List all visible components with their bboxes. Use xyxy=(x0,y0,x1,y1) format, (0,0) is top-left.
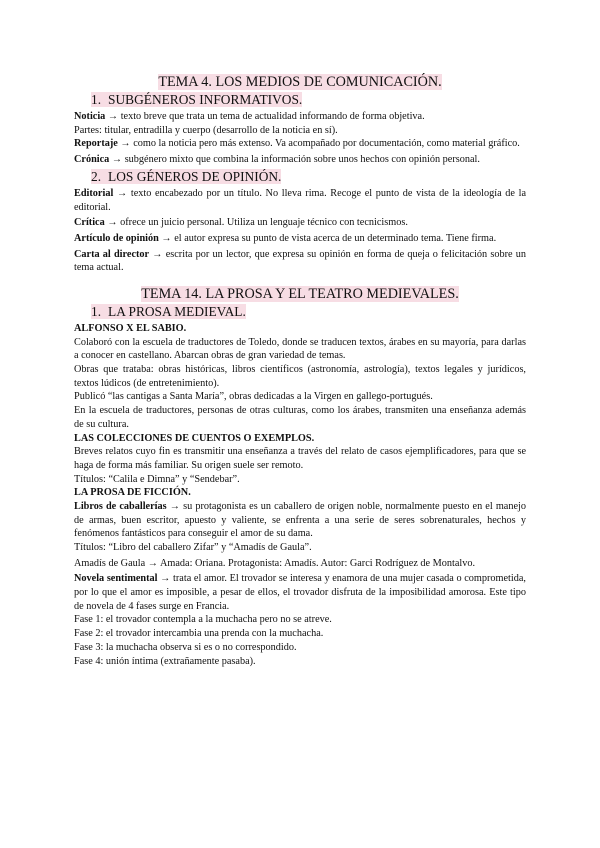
partes-paragraph: Partes: titular, entradilla y cuerpo (desarrollo de la noticia en sí). xyxy=(74,124,338,136)
fase-item: Fase 2: el trovador intercambia una prenda con la muchacha. xyxy=(74,628,324,640)
alfonso-paragraph-2: Obras que trataba: obras históricas, libros científicos (astronomía, astrología), textos legales y jurídicos, textos lúdicos (de entretenimiento). xyxy=(74,364,526,389)
colecciones-heading: LAS COLECCIONES DE CUENTOS O EXEMPLOS. xyxy=(74,432,315,444)
carta-paragraph: Carta al director → escrita por un lector, que expresa su opinión en forma de queja o felicitación sobre un tema actual. xyxy=(74,248,527,274)
alfonso-paragraph-4: En la escuela de traductores, personas de otras culturas, como los árabes, transmiten una enseñanza además de su cultura. xyxy=(74,405,526,430)
reportaje-paragraph: Reportaje → como la noticia pero más extenso. Va acompañado por documentación, como material gráfico. xyxy=(74,138,520,150)
colecciones-titulos: Títulos: “Calila e Dimna” y “Sendebar”. xyxy=(74,473,240,485)
colecciones-paragraph: Breves relatos cuyo fin es transmitir una enseñanza a través del relato de casos ejemplificadores, para que se haga de forma más familiar. Su origen suele ser remoto. xyxy=(74,446,526,471)
section-title-tema-14: TEMA 14. LA PROSA Y EL TEATRO MEDIEVALES. xyxy=(141,286,459,303)
fase-item: Fase 1: el trovador contempla a la muchacha pero no se atreve. xyxy=(74,614,332,626)
articulo-paragraph: Artículo de opinión → el autor expresa su punto de vista acerca de un determinado tema. Tiene firma. xyxy=(74,232,497,244)
alfonso-heading: ALFONSO X EL SABIO. xyxy=(74,323,187,335)
caballerias-titulos: Títulos: “Libro del caballero Zifar” y “Amadís de Gaula”. xyxy=(74,541,312,553)
fase-item: Fase 3: la muchacha observa si es o no correspondido. xyxy=(74,641,297,653)
amadis-paragraph: Amadís de Gaula → Amada: Oriana. Protagonista: Amadís. Autor: Garci Rodríguez de Montalvo. xyxy=(74,557,476,569)
cronica-paragraph: Crónica → subgénero mixto que combina la información sobre unos hechos con opinión personal. xyxy=(74,154,480,166)
caballerias-paragraph: Libros de caballerías → su protagonista es un caballero de origen noble, normalmente puesto en el manejo de armas, buen escritor, apuesto y valiente, se enfrenta a una serie de seres sobrenaturales, hechos y fenómenos fantásticos para conseguir el amor de su dama. xyxy=(74,500,527,540)
alfonso-paragraph-3: Publicó “las cantigas a Santa María”, obras dedicadas a la Virgen en gallego-portugués. xyxy=(74,391,433,403)
critica-paragraph: Crítica → ofrece un juicio personal. Utiliza un lenguaje técnico con tecnicismos. xyxy=(74,217,408,229)
subheading-prosa-medieval: 1. LA PROSA MEDIEVAL. xyxy=(91,304,246,320)
subheading-generos-opinion: 2. LOS GÉNEROS DE OPINIÓN. xyxy=(91,168,282,184)
noticia-paragraph: Noticia → texto breve que trata un tema de actualidad informando de forma objetiva. xyxy=(74,111,425,122)
alfonso-paragraph-1: Colaboró con la escuela de traductores de Toledo, donde se traducen textos, árabes en su mayoría, para darlas a conocer en castellano. Abarcan obras de gran variedad de temas. xyxy=(74,336,526,362)
sentimental-paragraph: Novela sentimental → trata el amor. El trovador se interesa y enamora de una mujer casada o comprometida, por lo que el amor es imposible, a pesar de ellos, el trovador disfruta de la imposibilidad amorosa. Este tipo de novela de 4 fases surge en Francia. xyxy=(74,573,526,612)
ficcion-heading: LA PROSA DE FICCIÓN. xyxy=(74,487,191,499)
editorial-paragraph: Editorial → texto encabezado por un título. No lleva rima. Recoge el punto de vista de la ideología de la editorial. xyxy=(74,187,526,213)
subheading-subgeneros: 1. SUBGÉNEROS INFORMATIVOS. xyxy=(91,92,303,107)
section-title-tema-4: TEMA 4. LOS MEDIOS DE COMUNICACIÓN. xyxy=(158,74,442,90)
fase-item: Fase 4: unión íntima (extrañamente pasaba). xyxy=(74,655,256,667)
